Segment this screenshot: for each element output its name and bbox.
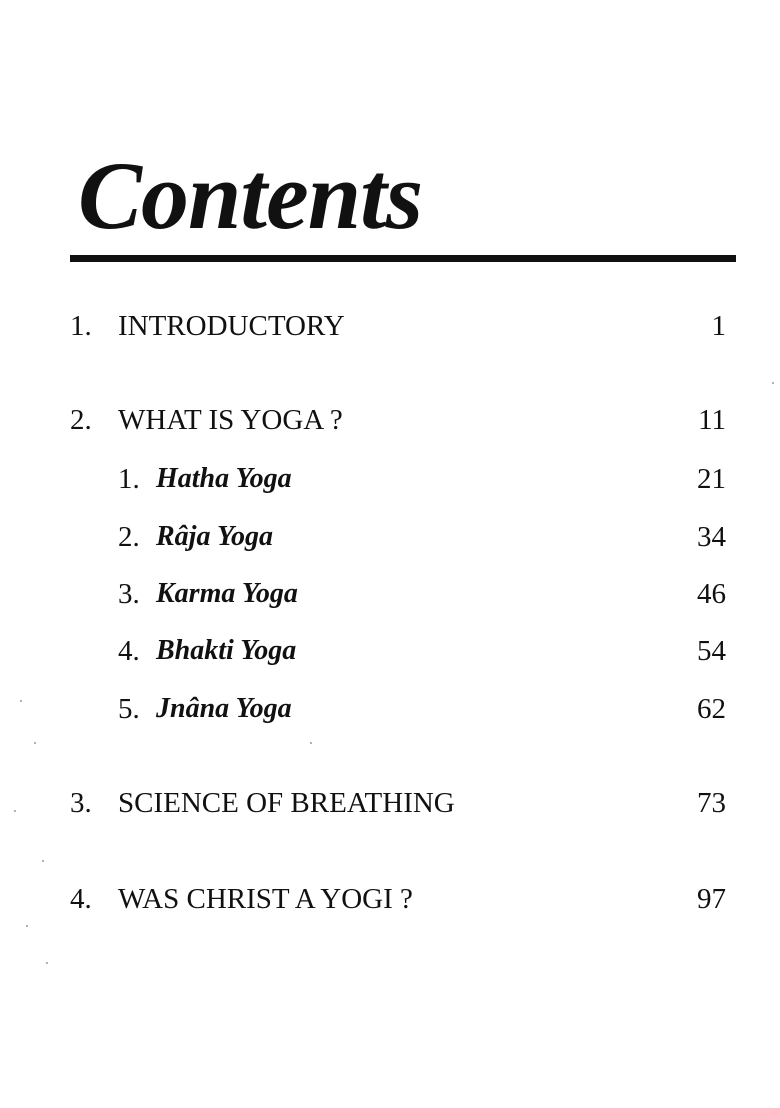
toc-subentry-label: Karma Yoga	[156, 578, 298, 609]
toc-entry-label: INTRODUCTORY	[118, 310, 345, 342]
toc-subentry-number: 5.	[118, 693, 140, 725]
scan-speck	[310, 742, 312, 744]
toc-subentry-raja-yoga[interactable]	[118, 517, 726, 557]
toc-subentry-number: 3.	[118, 578, 140, 610]
toc-subentry-hatha-yoga[interactable]	[118, 459, 726, 499]
toc-entry-page: 97	[697, 883, 726, 915]
toc-subentry-page: 54	[697, 635, 726, 667]
toc-subentry-page: 21	[697, 463, 726, 495]
toc-entry-number: 3.	[70, 787, 92, 819]
toc-entry-science-of-breathing[interactable]	[70, 783, 726, 823]
toc-entry-page: 73	[697, 787, 726, 819]
scan-speck	[34, 742, 36, 744]
toc-entry-label: SCIENCE OF BREATHING	[118, 787, 455, 819]
toc-subentry-number: 4.	[118, 635, 140, 667]
scan-speck	[26, 925, 28, 927]
scan-speck	[46, 962, 48, 964]
toc-subentry-karma-yoga[interactable]	[118, 574, 726, 614]
page-title: Contents	[78, 142, 423, 249]
toc-entry-introductory[interactable]	[70, 306, 726, 346]
title-rule	[70, 255, 736, 262]
toc-entry-number: 2.	[70, 404, 92, 436]
toc-subentry-bhakti-yoga[interactable]	[118, 631, 726, 671]
toc-subentry-label: Bhakti Yoga	[156, 635, 297, 666]
toc-entry-label: WAS CHRIST A YOGI ?	[118, 883, 413, 915]
toc-entry-page: 1	[711, 310, 726, 342]
toc-subentry-page: 46	[697, 578, 726, 610]
toc-subentry-jnana-yoga[interactable]	[118, 689, 726, 729]
toc-subentry-number: 2.	[118, 521, 140, 553]
toc-subentry-label: Râja Yoga	[156, 521, 273, 552]
toc-subentry-page: 34	[697, 521, 726, 553]
toc-entry-number: 4.	[70, 883, 92, 915]
toc-entry-label: WHAT IS YOGA ?	[118, 404, 343, 436]
toc-subentry-label: Hatha Yoga	[156, 463, 292, 494]
toc-subentry-label: Jnâna Yoga	[156, 693, 292, 724]
toc-subentry-page: 62	[697, 693, 726, 725]
scan-speck	[20, 700, 22, 702]
scan-speck	[772, 382, 774, 384]
toc-subentry-number: 1.	[118, 463, 140, 495]
toc-entry-page: 11	[698, 404, 726, 436]
toc-entry-was-christ-a-yogi[interactable]	[70, 879, 726, 919]
toc-entry-number: 1.	[70, 310, 92, 342]
scan-speck	[14, 810, 16, 812]
scan-speck	[42, 860, 44, 862]
toc-entry-what-is-yoga[interactable]	[70, 400, 726, 440]
